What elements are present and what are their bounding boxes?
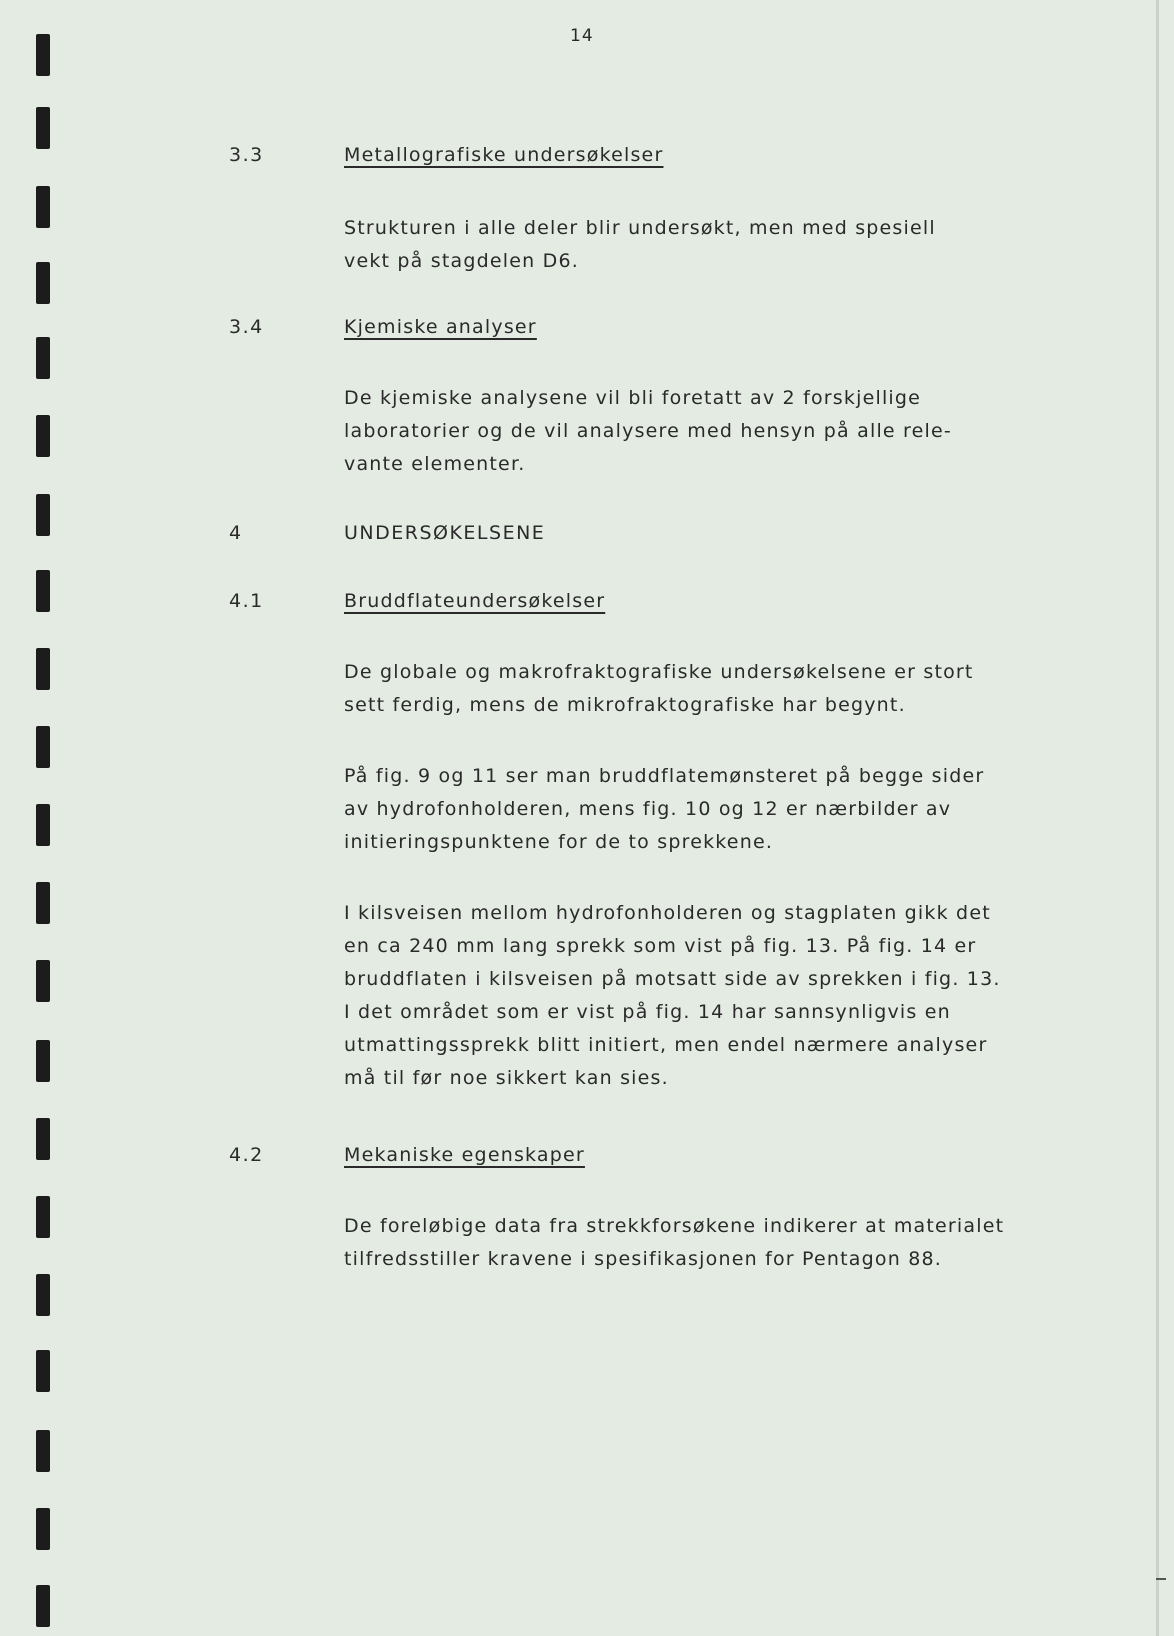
section-number: 4.2 — [229, 1144, 264, 1166]
binding-mark — [36, 1118, 50, 1160]
paragraph — [344, 760, 1064, 859]
binding-mark — [36, 337, 50, 379]
section-number: 4.1 — [229, 590, 264, 612]
binding-mark — [36, 494, 50, 536]
binding-mark — [36, 1350, 50, 1392]
text-line: av hydrofonholderen, mens fig. 10 og 12 er nærbilder av — [344, 798, 952, 820]
binding-mark — [36, 1430, 50, 1472]
binding-mark — [36, 107, 50, 149]
binding-mark — [36, 648, 50, 690]
text-line: utmattingssprekk blitt initiert, men endel nærmere analyser — [344, 1034, 988, 1056]
paragraph — [344, 212, 1064, 278]
binding-mark — [36, 882, 50, 924]
page-number: 14 — [570, 26, 594, 46]
binding-mark — [36, 34, 50, 76]
text-line: I kilsveisen mellom hydrofonholderen og stagplaten gikk det — [344, 902, 991, 924]
text-line: laboratorier og de vil analysere med hensyn på alle rele- — [344, 420, 952, 442]
section-number: 3.3 — [229, 144, 264, 166]
binding-mark — [36, 186, 50, 228]
text-line: På fig. 9 og 11 ser man bruddflatemønsteret på begge sider — [344, 765, 985, 787]
binding-mark — [36, 1585, 50, 1627]
text-line: De foreløbige data fra strekkforsøkene indikerer at materialet — [344, 1215, 1005, 1237]
text-line: vekt på stagdelen D6. — [344, 250, 579, 272]
paragraph — [344, 656, 1064, 722]
binding-mark — [36, 415, 50, 457]
binding-mark — [36, 726, 50, 768]
text-line: sett ferdig, mens de mikrofraktografiske har begynt. — [344, 694, 906, 716]
binding-mark — [36, 262, 50, 304]
page-edge — [1156, 0, 1159, 1636]
section-title: Mekaniske egenskaper — [344, 1144, 585, 1166]
paragraph — [344, 897, 1064, 1095]
paragraph — [344, 382, 1064, 481]
binding-mark — [36, 1274, 50, 1316]
binding-mark — [36, 1040, 50, 1082]
section-number: 3.4 — [229, 316, 264, 338]
section-title: Kjemiske analyser — [344, 316, 537, 338]
section-title: Bruddflateundersøkelser — [344, 590, 606, 612]
binding-mark — [36, 570, 50, 612]
text-line: må til før noe sikkert kan sies. — [344, 1067, 669, 1089]
chapter-title: UNDERSØKELSENE — [344, 522, 546, 544]
text-line: I det området som er vist på fig. 14 har sannsynligvis en — [344, 1001, 951, 1023]
binding-mark — [36, 1196, 50, 1238]
binding-mark — [36, 804, 50, 846]
chapter-number: 4 — [229, 522, 243, 544]
text-line: bruddflaten i kilsveisen på motsatt side av sprekken i fig. 13. — [344, 968, 1001, 990]
edge-tick — [1156, 1578, 1166, 1580]
binding-mark — [36, 960, 50, 1002]
text-line: en ca 240 mm lang sprekk som vist på fig. 13. På fig. 14 er — [344, 935, 977, 957]
text-line: De kjemiske analysene vil bli foretatt av 2 forskjellige — [344, 387, 922, 409]
text-line: De globale og makrofraktografiske undersøkelsene er stort — [344, 661, 974, 683]
text-line: vante elementer. — [344, 453, 526, 475]
section-title: Metallografiske undersøkelser — [344, 144, 664, 166]
text-line: tilfredsstiller kravene i spesifikasjonen for Pentagon 88. — [344, 1248, 943, 1270]
paragraph — [344, 1210, 1064, 1276]
text-line: Strukturen i alle deler blir undersøkt, men med spesiell — [344, 217, 936, 239]
binding-mark — [36, 1508, 50, 1550]
text-line: initieringspunktene for de to sprekkene. — [344, 831, 774, 853]
